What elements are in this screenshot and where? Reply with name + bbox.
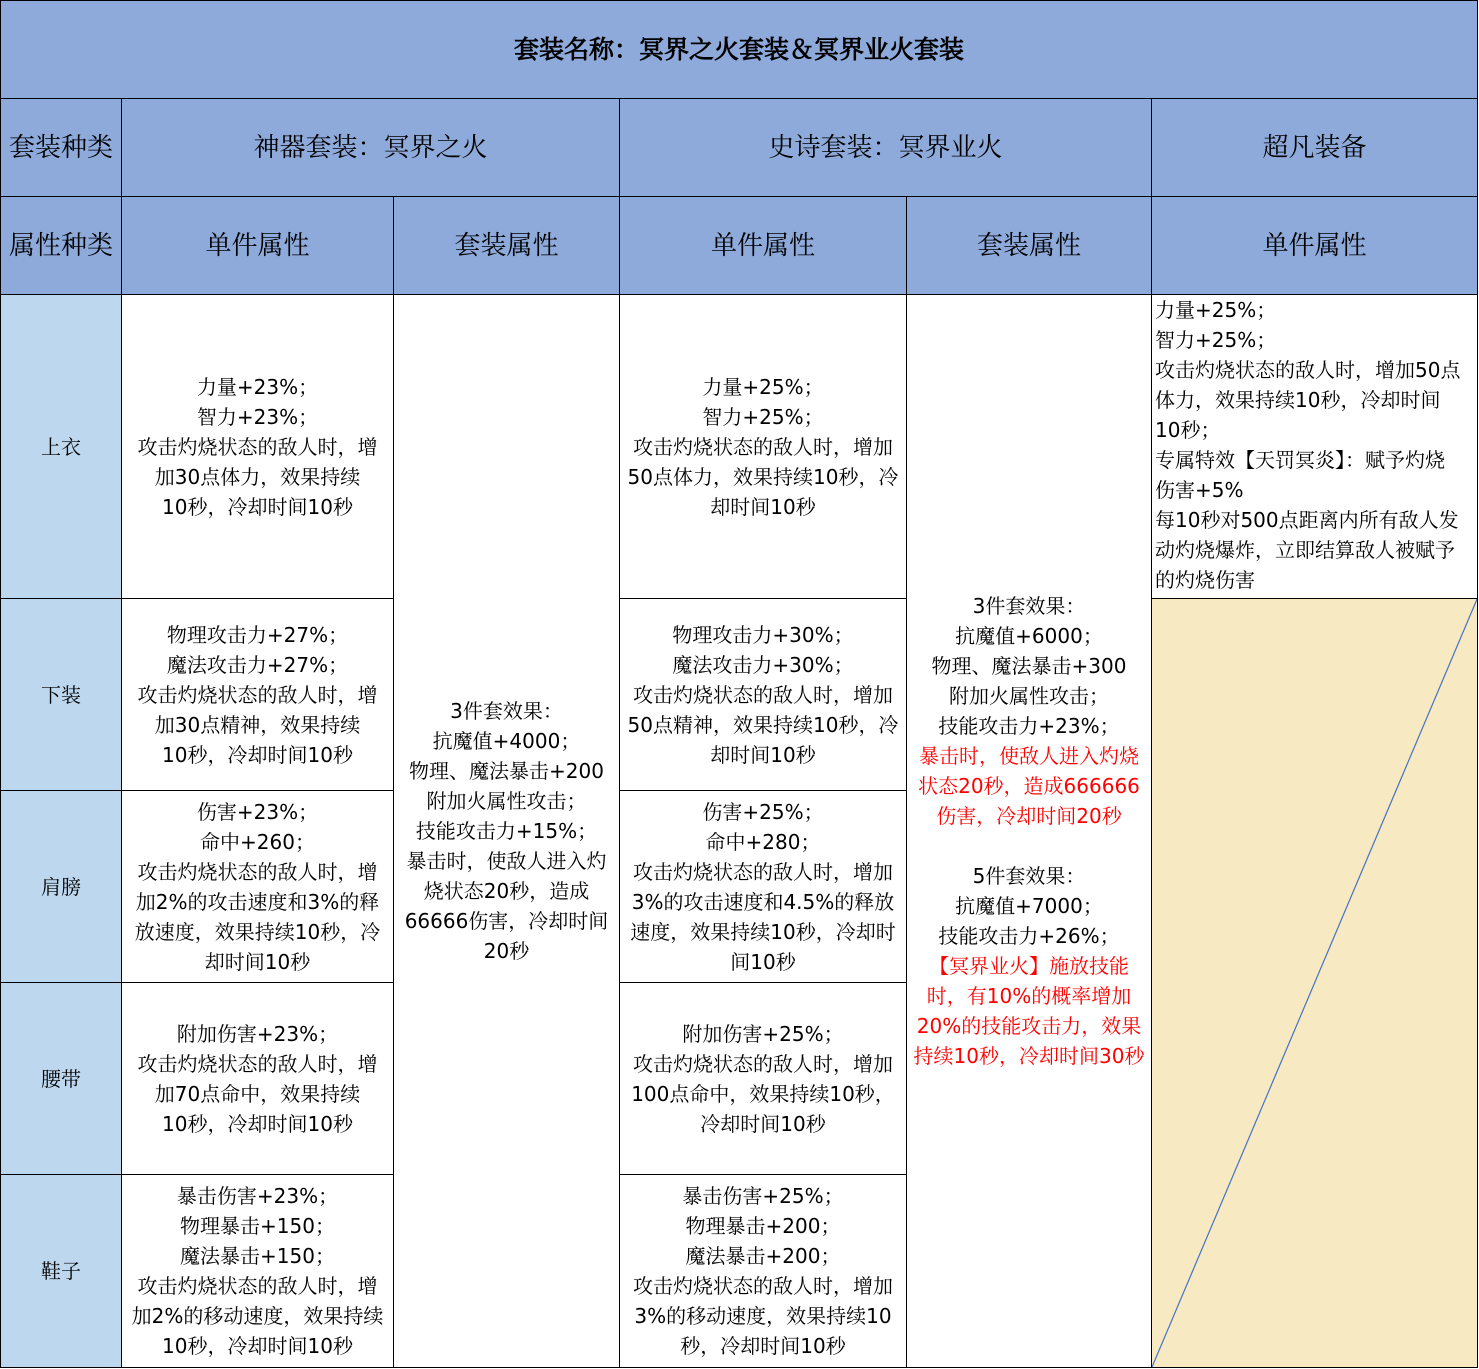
epic-top-line: 智力+25%； (702, 404, 824, 429)
artifact-shoes-attr (122, 1175, 394, 1368)
epic-set-line: 抗魔值+7000； (955, 894, 1103, 918)
epic-shoulder-attr (620, 791, 907, 983)
artifact-top-attr (122, 295, 394, 599)
epic-set-red-line: 时，有10%的概率增加 (926, 984, 1132, 1008)
artifact-top-line: 攻击灼烧状态的敌人时，增 (137, 434, 378, 459)
attr-type-header: 属性种类 (1, 197, 122, 295)
artifact-set-line: 物理、魔法暴击+200 (409, 759, 604, 783)
spacer (910, 831, 1148, 861)
epic-top-line: 攻击灼烧状态的敌人时，增加 (633, 434, 893, 459)
epic-belt-attr (620, 983, 907, 1175)
epic-shoes-line: 3%的移动速度，效果持续10 (634, 1304, 892, 1328)
epic-shoulder-line: 速度，效果持续10秒，冷却时 (630, 919, 896, 944)
transcend-line: 专属特效【天罚冥炎】：赋予灼烧 (1155, 448, 1445, 472)
epic-top-attr (620, 295, 907, 599)
epic-set-red-line: 暴击时，使敌人进入灼烧 (919, 744, 1139, 768)
artifact-belt-line: 加70点命中，效果持续 (154, 1081, 361, 1106)
artifact-shoulder-line: 伤害+23%； (196, 799, 319, 824)
transcend-header: 超凡装备 (1152, 99, 1478, 197)
epic-set-line: 物理、魔法暴击+300 (931, 654, 1127, 678)
transcend-line: 10秒； (1155, 418, 1221, 442)
artifact-shoulder-attr (122, 791, 394, 983)
transcend-single-attr-header: 单件属性 (1152, 197, 1478, 295)
epic-single-attr-header: 单件属性 (620, 197, 907, 295)
artifact-set-line: 66666伤害，冷却时间 (404, 909, 609, 933)
epic-top-line: 50点体力，效果持续10秒，冷 (627, 464, 899, 489)
epic-shoulder-line: 间10秒 (730, 949, 796, 974)
epic-bottom-line: 却时间10秒 (710, 742, 816, 767)
epic-shoulder-line: 3%的攻击速度和4.5%的释放 (631, 889, 895, 914)
artifact-bottom-line: 10秒，冷却时间10秒 (162, 742, 353, 767)
artifact-shoes-line: 魔法暴击+150； (180, 1244, 335, 1268)
artifact-bottom-line: 魔法攻击力+27%； (166, 652, 349, 677)
slot-shoes: 鞋子 (1, 1175, 122, 1368)
artifact-shoes-line: 攻击灼烧状态的敌人时，增 (137, 1274, 378, 1298)
epic-set-line: 抗魔值+6000； (955, 624, 1103, 648)
artifact-belt-line: 攻击灼烧状态的敌人时，增 (137, 1051, 378, 1076)
epic-shoes-line: 攻击灼烧状态的敌人时，增加 (633, 1274, 893, 1298)
artifact-set-line: 20秒 (483, 939, 530, 963)
transcend-empty-cell (1152, 599, 1478, 1368)
artifact-shoes-line: 物理暴击+150； (180, 1214, 335, 1238)
artifact-shoes-line: 暴击伤害+23%； (176, 1184, 339, 1208)
epic-top-line: 力量+25%； (702, 374, 824, 399)
slot-shoulder: 肩膀 (1, 791, 122, 983)
transcend-line: 每10秒对500点距离内所有敌人发 (1155, 508, 1459, 532)
artifact-set-attr-header: 套装属性 (394, 197, 620, 295)
artifact-shoulder-line: 加2%的攻击速度和3%的释 (135, 889, 380, 914)
epic-set-header: 史诗套装：冥界业火 (620, 99, 1152, 197)
set-name-title: 套装名称：冥界之火套装＆冥界业火套装 (1, 1, 1478, 99)
artifact-top-line: 智力+23%； (196, 404, 319, 429)
diagonal-line (1152, 599, 1477, 1367)
artifact-set-header: 神器套装：冥界之火 (122, 99, 620, 197)
slot-bottom: 下装 (1, 599, 122, 791)
epic-shoes-line: 秒，冷却时间10秒 (680, 1334, 846, 1358)
epic-top-line: 却时间10秒 (710, 494, 816, 519)
epic-set-red-line: 伤害，冷却时间20秒 (936, 804, 1122, 828)
epic-shoulder-line: 命中+280； (705, 829, 821, 854)
epic-bottom-attr (620, 599, 907, 791)
epic-shoes-line: 魔法暴击+200； (685, 1244, 841, 1268)
transcend-line: 力量+25%； (1155, 298, 1277, 322)
artifact-shoes-line: 10秒，冷却时间10秒 (162, 1334, 353, 1358)
artifact-shoes-line: 加2%的移动速度，效果持续 (131, 1304, 384, 1328)
epic-set-line: 技能攻击力+23%； (938, 714, 1120, 738)
artifact-shoulder-line: 攻击灼烧状态的敌人时，增 (137, 859, 378, 884)
artifact-belt-attr (122, 983, 394, 1175)
epic-belt-line: 附加伤害+25%； (682, 1021, 844, 1046)
artifact-shoulder-line: 放速度，效果持续10秒，冷 (134, 919, 381, 944)
epic-set-red-line: 持续10秒，冷却时间30秒 (913, 1044, 1145, 1068)
transcend-line: 智力+25%； (1155, 328, 1277, 352)
epic-set-red-line: 20%的技能攻击力，效果 (916, 1014, 1142, 1038)
epic-shoes-attr (620, 1175, 907, 1368)
transcend-line: 的灼烧伤害 (1155, 568, 1255, 592)
artifact-set-line: 3件套效果： (450, 699, 563, 723)
artifact-set-line: 技能攻击力+15%； (415, 819, 598, 843)
epic-set-line: 5件套效果： (972, 864, 1086, 888)
artifact-single-attr-header: 单件属性 (122, 197, 394, 295)
epic-set-line: 3件套效果： (972, 594, 1086, 618)
slot-top: 上衣 (1, 295, 122, 599)
artifact-bottom-attr (122, 599, 394, 791)
epic-belt-line: 100点命中，效果持续10秒， (631, 1081, 895, 1106)
epic-shoes-line: 物理暴击+200； (685, 1214, 841, 1238)
epic-bottom-line: 物理攻击力+30%； (672, 622, 854, 647)
transcend-line: 伤害+5% (1155, 478, 1244, 502)
artifact-set-effect (394, 295, 620, 1368)
transcend-attr (1152, 295, 1478, 599)
epic-bottom-line: 魔法攻击力+30%； (672, 652, 854, 677)
epic-set-effect (907, 295, 1152, 1368)
epic-set-line: 附加火属性攻击； (949, 684, 1109, 708)
artifact-set-line: 抗魔值+4000； (432, 729, 581, 753)
artifact-top-line: 加30点体力，效果持续 (154, 464, 361, 489)
set-type-header: 套装种类 (1, 99, 122, 197)
transcend-line: 攻击灼烧状态的敌人时，增加50点 (1155, 358, 1461, 382)
artifact-belt-line: 10秒，冷却时间10秒 (162, 1111, 353, 1136)
artifact-shoulder-line: 却时间10秒 (204, 949, 311, 974)
epic-belt-line: 冷却时间10秒 (700, 1111, 826, 1136)
epic-set-red-line: 【冥界业火】施放技能 (929, 954, 1129, 978)
epic-shoulder-line: 攻击灼烧状态的敌人时，增加 (633, 859, 893, 884)
artifact-set-line: 附加火属性攻击； (426, 789, 587, 813)
artifact-bottom-line: 攻击灼烧状态的敌人时，增 (137, 682, 378, 707)
artifact-bottom-line: 物理攻击力+27%； (166, 622, 349, 647)
epic-bottom-line: 攻击灼烧状态的敌人时，增加 (633, 682, 893, 707)
artifact-set-line: 暴击时，使敌人进入灼 (406, 849, 607, 873)
epic-belt-line: 攻击灼烧状态的敌人时，增加 (633, 1051, 893, 1076)
slot-belt: 腰带 (1, 983, 122, 1175)
epic-shoes-line: 暴击伤害+25%； (682, 1184, 844, 1208)
artifact-set-line: 烧状态20秒，造成 (423, 879, 590, 903)
epic-shoulder-line: 伤害+25%； (702, 799, 824, 824)
transcend-line: 体力，效果持续10秒，冷却时间 (1155, 388, 1441, 412)
artifact-bottom-line: 加30点精神，效果持续 (154, 712, 361, 737)
artifact-top-line: 10秒，冷却时间10秒 (162, 494, 353, 519)
artifact-shoulder-line: 命中+260； (200, 829, 315, 854)
artifact-belt-line: 附加伤害+23%； (176, 1021, 339, 1046)
artifact-top-line: 力量+23%； (196, 374, 319, 399)
epic-set-line: 技能攻击力+26%； (938, 924, 1120, 948)
epic-bottom-line: 50点精神，效果持续10秒，冷 (627, 712, 899, 737)
transcend-line: 动灼烧爆炸，立即结算敌人被赋予 (1155, 538, 1455, 562)
epic-set-attr-header: 套装属性 (907, 197, 1152, 295)
epic-set-red-line: 状态20秒，造成666666 (918, 774, 1140, 798)
